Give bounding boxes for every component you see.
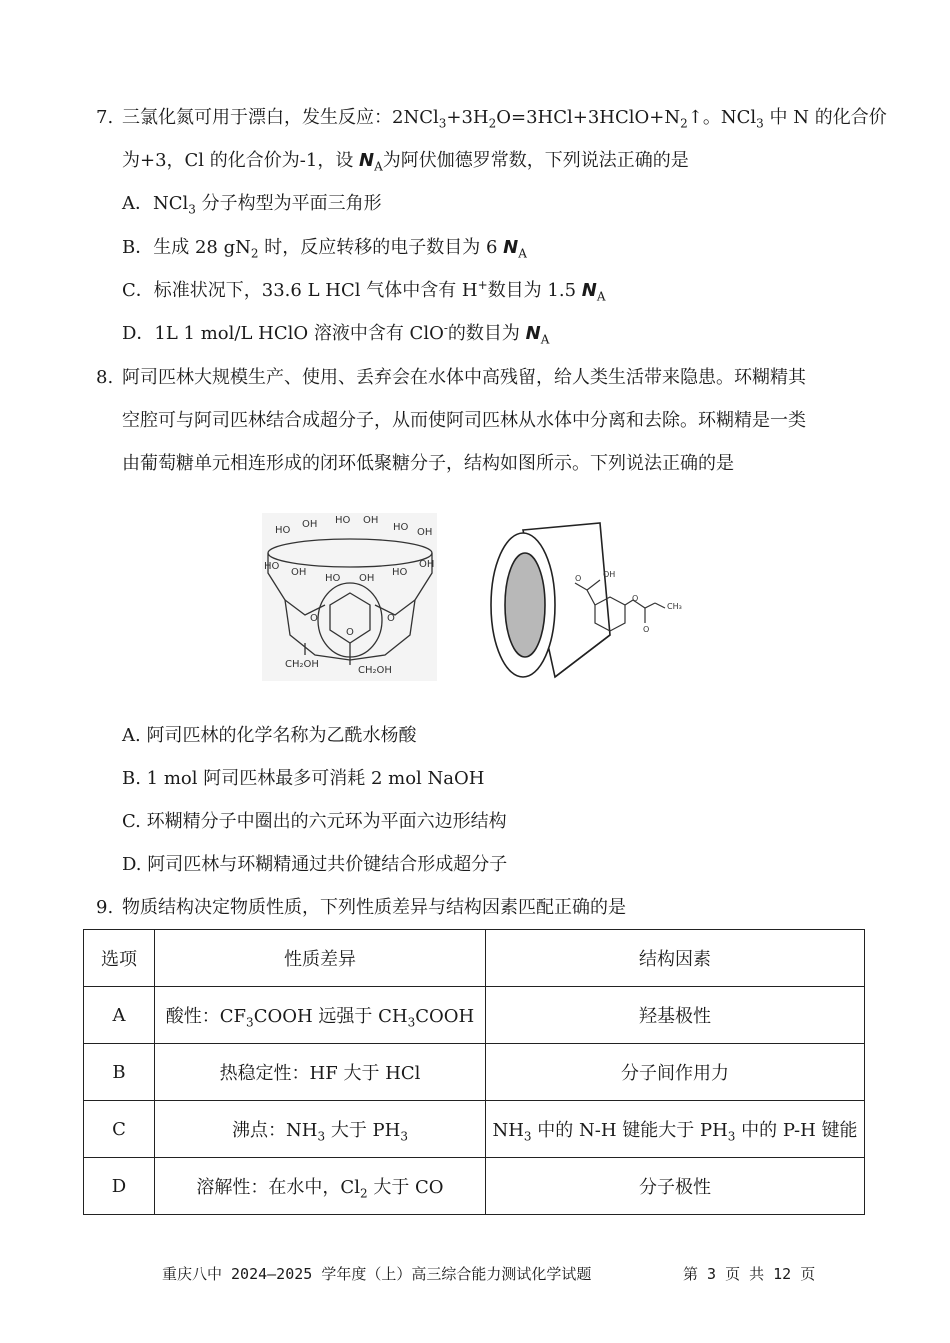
label-o-2: O bbox=[387, 613, 395, 624]
row-option: C bbox=[84, 1101, 155, 1158]
q8-option-d: D. 阿司匹林与环糊精通过共价键结合形成超分子 bbox=[122, 854, 508, 875]
label-oh-2: OH bbox=[363, 515, 379, 526]
label-ho-6: HO bbox=[392, 567, 408, 578]
label-ch2oh-1: CH₂OH bbox=[285, 659, 319, 670]
row-option: B bbox=[84, 1044, 155, 1101]
row-factor: 分子极性 bbox=[486, 1158, 865, 1215]
q8-option-c: C. 环糊精分子中圈出的六元环为平面六边形结构 bbox=[122, 811, 507, 832]
label-oh-3: OH bbox=[417, 527, 433, 538]
label-ho-5: HO bbox=[325, 573, 341, 584]
label-ch2oh-2: CH₂OH bbox=[358, 665, 392, 676]
row-factor: 分子间作用力 bbox=[486, 1044, 865, 1101]
label-o-4: O bbox=[575, 574, 582, 583]
table-row bbox=[84, 987, 865, 1044]
header-option: 选项 bbox=[84, 930, 155, 987]
row-factor: $NH_3$ 中的 N-H 键能大于 $PH_3$ 中的 P-H 键能 bbox=[486, 1101, 865, 1158]
label-o-5: O bbox=[632, 594, 639, 603]
table-header-row bbox=[84, 930, 865, 987]
label-oh-1: OH bbox=[302, 519, 318, 530]
header-factor: 结构因素 bbox=[486, 930, 865, 987]
row-option: D bbox=[84, 1158, 155, 1215]
row-property: 沸点：$NH_3$ 大于 $PH_3$ bbox=[155, 1101, 486, 1158]
row-property: 酸性：$CF_3COOH$ 远强于 $CH_3COOH$ bbox=[155, 987, 486, 1044]
cyclodextrin-structure bbox=[262, 513, 437, 681]
header-property: 性质差异 bbox=[155, 930, 486, 987]
q8-option-a: A. 阿司匹林的化学名称为乙酰水杨酸 bbox=[122, 725, 417, 746]
table-row bbox=[84, 1044, 865, 1101]
label-o-1: O bbox=[310, 613, 318, 624]
label-oh-5: OH bbox=[359, 573, 375, 584]
row-option: A bbox=[84, 987, 155, 1044]
label-ho-1: HO bbox=[275, 525, 291, 536]
q7-stem-line1: 三氯化氮可用于漂白，发生反应：$2NCl_3+3H_2O=3HCl+3HClO+N_2↑$。NCl$_3$ 中 N 的化合价 bbox=[122, 107, 887, 131]
row-factor: 羟基极性 bbox=[486, 987, 865, 1044]
label-ho-2: HO bbox=[335, 515, 351, 526]
label-oh-7: OH bbox=[603, 570, 616, 579]
q9-table bbox=[83, 929, 865, 1215]
q7-option-c: C．标准状况下，33.6 L HCl 气体中含有 H+数目为 1.5 $N_A$ bbox=[122, 278, 606, 304]
q8-stem-line1: 阿司匹林大规模生产、使用、丢弃会在水体中高残留，给人类生活带来隐患。环糊精其 bbox=[122, 367, 806, 388]
label-ch3: CH₃ bbox=[667, 602, 682, 611]
q8-stem-line2: 空腔可与阿司匹林结合成超分子，从而使阿司匹林从水体中分离和去除。环糊精是一类 bbox=[122, 410, 806, 431]
cyclodextrin-aspirin-figure bbox=[255, 505, 705, 690]
label-o-6: O bbox=[643, 625, 650, 634]
q7-option-d: D．1L 1 mol/L HClO 溶液中含有 ClO-的数目为 $N_A$ bbox=[122, 321, 550, 347]
table-row bbox=[84, 1101, 865, 1158]
row-property: 溶解性：在水中，$Cl_2$ 大于 CO bbox=[155, 1158, 486, 1215]
footer-page-number: 第 3 页 共 12 页 bbox=[683, 1265, 816, 1283]
label-oh-6: OH bbox=[419, 559, 435, 570]
q7-option-b: B．生成 28 $gN_2$ 时，反应转移的电子数目为 6 $N_A$ bbox=[122, 237, 527, 261]
q8-stem-line3: 由葡萄糖单元相连形成的闭环低聚糖分子，结构如图所示。下列说法正确的是 bbox=[122, 453, 734, 474]
label-ho-3: HO bbox=[393, 522, 409, 533]
q7-number: 7. bbox=[96, 107, 114, 128]
q8-option-b: B. 1 mol 阿司匹林最多可消耗 2 mol NaOH bbox=[122, 768, 485, 789]
label-oh-4: OH bbox=[291, 567, 307, 578]
label-o-3: O bbox=[346, 627, 354, 638]
q7-option-a: A．NCl$_3$ 分子构型为平面三角形 bbox=[122, 193, 382, 217]
label-ho-4: HO bbox=[264, 561, 280, 572]
q9-stem: 物质结构决定物质性质，下列性质差异与结构因素匹配正确的是 bbox=[122, 897, 626, 918]
table-row bbox=[84, 1158, 865, 1215]
q7-stem-line2: 为+3，Cl 的化合价为-1，设 $N_A$为阿伏伽德罗常数，下列说法正确的是 bbox=[122, 150, 689, 174]
row-property: 热稳定性：HF 大于 HCl bbox=[155, 1044, 486, 1101]
footer-title: 重庆八中 2024—2025 学年度（上）高三综合能力测试化学试题 bbox=[162, 1265, 592, 1283]
q9-number: 9. bbox=[96, 897, 114, 918]
q8-number: 8. bbox=[96, 367, 114, 388]
